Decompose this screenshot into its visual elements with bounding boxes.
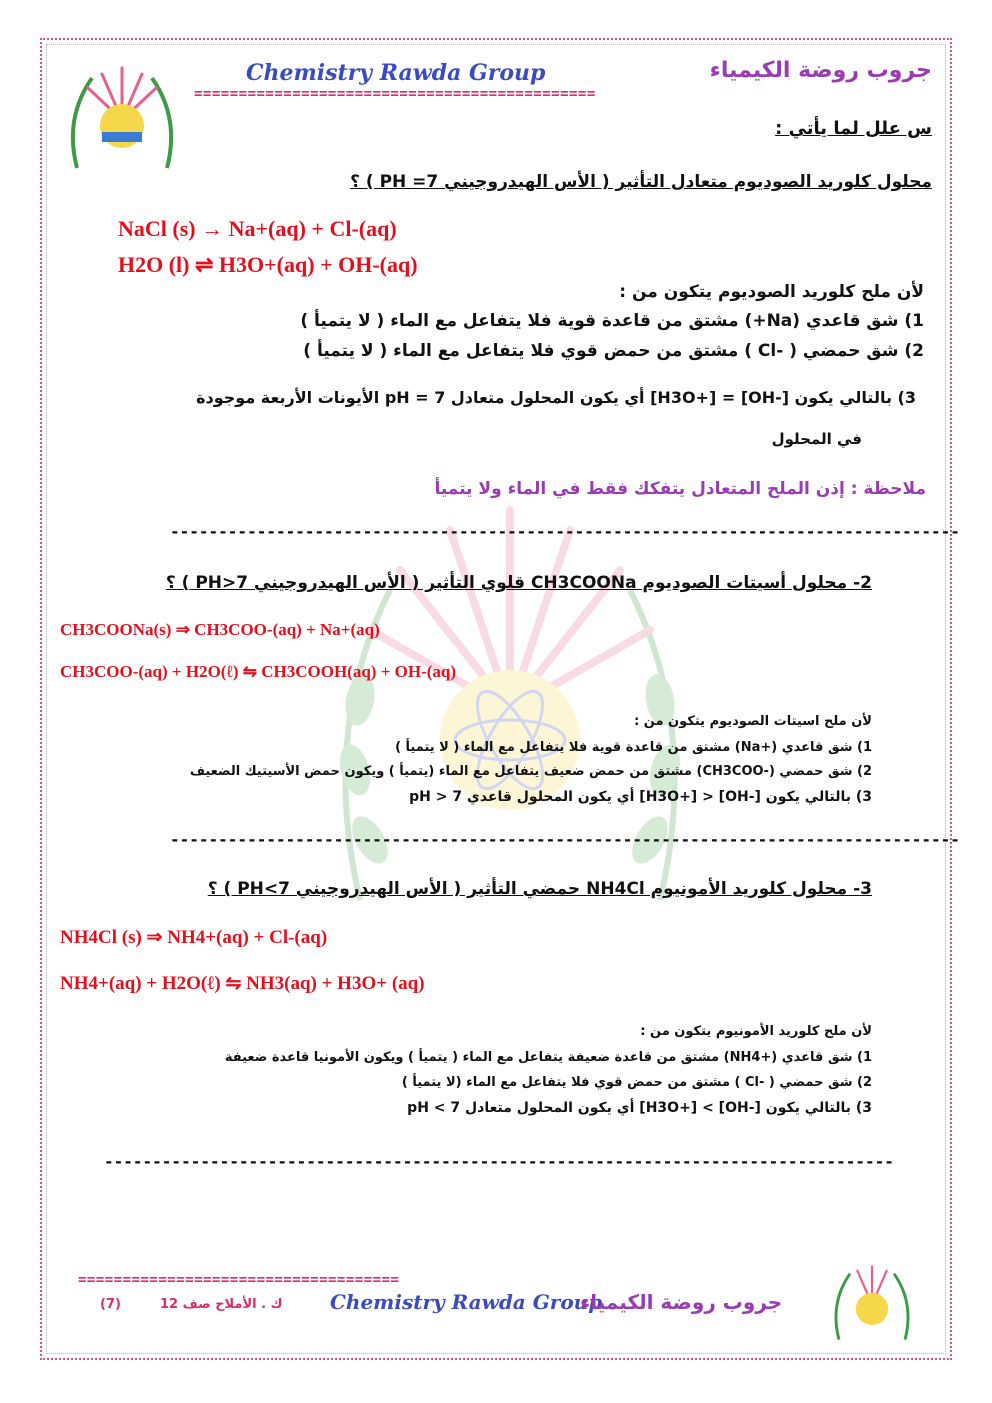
section3-equation-2: NH4+(aq) + H2O(ℓ) ⇋ NH3(aq) + H3O+ (aq)	[60, 973, 425, 994]
footer-label: ك . الأملاح صف 12	[160, 1297, 283, 1312]
header-divider: =============================================	[194, 86, 596, 102]
section3-point-2: 2) شق حمضي ( -Cl ) مشتق من حمض قوي فلا يتفاعل مع الماء (لا يتميأ )	[401, 1075, 872, 1090]
watermark-logo	[300, 480, 720, 940]
question-title: س علل لما يأتي :	[775, 118, 932, 139]
section1-point-1: 1) شق قاعدي (Na+) مشتق من قاعدة قوية فلا يتفاعل مع الماء ( لا يتميأ )	[300, 311, 924, 331]
section2-point-2: 2) شق حمضي (-CH3COO) مشتق من حمض ضعيف يتفاعل مع الماء (يتميأ ) ويكون حمض الأسيتيك الضعيف	[189, 764, 872, 779]
section3-intro: لأن ملح كلوريد الأمونيوم يتكون من :	[640, 1024, 872, 1039]
section2-intro: لأن ملح اسيتات الصوديوم يتكون من :	[634, 714, 872, 729]
separator-2: ----------------------------------------------------------------------------------	[170, 830, 960, 849]
section1-equation-1: NaCl (s) → Na+(aq) + Cl-(aq)	[118, 216, 397, 241]
separator-3: ----------------------------------------------------------------------------------	[104, 1152, 894, 1171]
section1-heading: محلول كلوريد الصوديوم متعادل التأثير ( الأس الهيدروجيني PH =7 ) ؟	[350, 172, 932, 192]
section3-equation-1: NH4Cl (s) ⇒ NH4+(aq) + Cl-(aq)	[60, 927, 328, 948]
header-brand-english: Chemistry Rawda Group	[246, 60, 546, 86]
section3-point-3: 3) بالتالي يكون [-OH] > [+H3O] أي يكون المحلول متعادل pH < 7	[407, 1100, 872, 1116]
section1-intro: لأن ملح كلوريد الصوديوم يتكون من :	[619, 282, 924, 302]
section3-heading: 3- محلول كلوريد الأمونيوم NH4Cl حمضي التأثير ( الأس الهيدروجيني PH<7 ) ؟	[207, 879, 872, 899]
page-number: (7)	[100, 1297, 121, 1312]
section2-point-3: 3) بالتالي يكون [-OH] < [+H3O] أي يكون المحلول قاعدي pH > 7	[409, 789, 872, 805]
section1-point-3: 3) بالتالي يكون [-OH] = [+H3O] أي يكون المحلول متعادل pH = 7 الأيونات الأربعة موجودة	[196, 388, 916, 407]
footer-brand-english: Chemistry Rawda Group	[330, 1290, 603, 1314]
section1-point-2: 2) شق حمضي ( -Cl ) مشتق من حمض قوي فلا يتفاعل مع الماء ( لا يتميأ )	[303, 341, 924, 361]
header-brand-arabic: جروب روضة الكيمياء	[709, 58, 932, 83]
section2-point-1: 1) شق قاعدي (+Na) مشتق من قاعدة قوية فلا يتفاعل مع الماء ( لا يتميأ )	[395, 740, 872, 755]
section2-equation-2: CH3COO-(aq) + H2O(ℓ) ⇋ CH3COOH(aq) + OH-(aq)	[60, 662, 457, 681]
separator-1: ----------------------------------------------------------------------------------	[170, 522, 960, 541]
section2-heading: 2- محلول أسيتات الصوديوم CH3COONa قلوي التأثير ( الأس الهيدروجيني PH>7 ) ؟	[165, 573, 872, 593]
section3-point-1: 1) شق قاعدي (+NH4) مشتق من قاعدة ضعيفة يتفاعل مع الماء ( يتميأ ) ويكون الأمونيا قاعدة ضعيفة	[224, 1050, 872, 1065]
section1-point-3-continued: في المحلول	[771, 430, 862, 448]
section1-equation-2: H2O (l) ⇌ H3O+(aq) + OH-(aq)	[118, 252, 418, 277]
brand-logo	[62, 58, 182, 178]
footer-divider: ====================================	[78, 1272, 400, 1288]
section2-equation-1: CH3COONa(s) ⇒ CH3COO-(aq) + Na+(aq)	[60, 620, 380, 639]
section1-note: ملاحظة : إذن الملح المتعادل يتفكك فقط في الماء ولا يتميأ	[434, 479, 926, 499]
footer-brand-arabic: جروب روضة الكيمياء	[580, 1290, 783, 1314]
footer-brand-logo	[828, 1258, 916, 1348]
